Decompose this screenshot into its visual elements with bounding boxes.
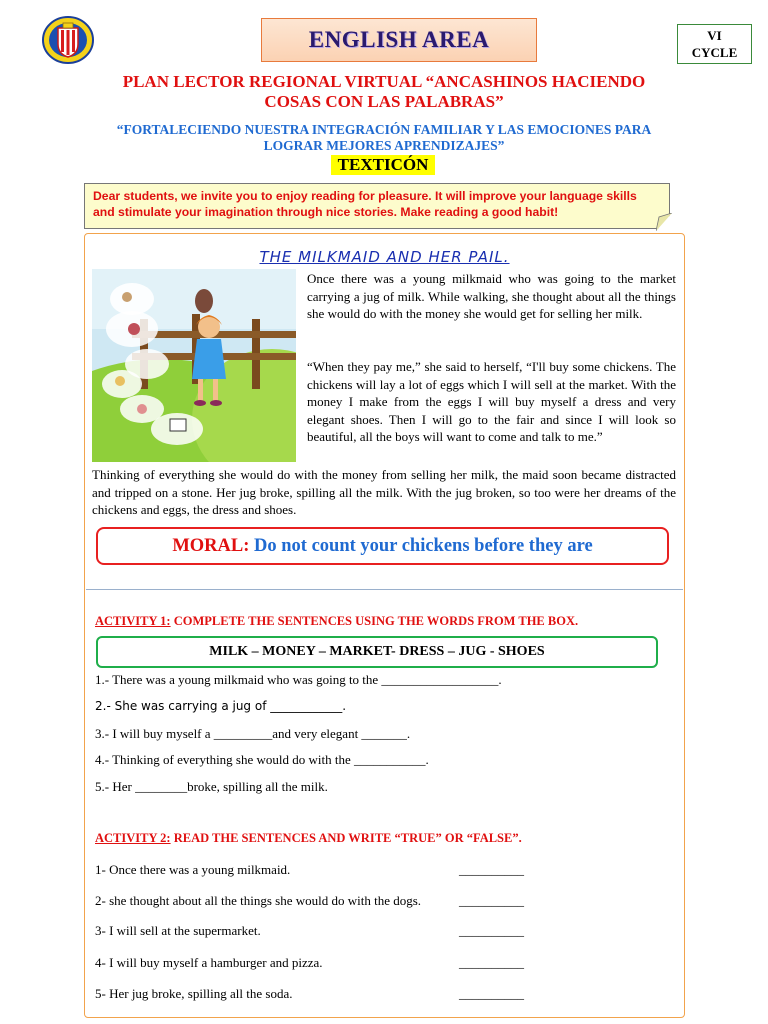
activity-2-sentence-2: 2- she thought about all the things she would do with the dogs. <box>95 893 422 908</box>
subtitle-line-1: “FORTALECIENDO NUESTRA INTEGRACIÓN FAMILIAR Y LAS EMOCIONES PARA <box>116 122 652 137</box>
cycle-label: CYCLE <box>691 45 738 60</box>
moral-label: MORAL: <box>172 536 250 556</box>
page-title: ENGLISH AREA <box>261 18 537 62</box>
answer-blank-4[interactable]: __________ <box>459 955 524 970</box>
subtitle-line-2: LOGRAR MEJORES APRENDIZAJES” <box>263 137 505 153</box>
plan-title <box>80 72 688 112</box>
page-fold-icon <box>656 213 672 231</box>
story-paragraph-3: Thinking of everything she would do with the money from selling her milk, the maid soon became distracted and tripped on a stone. Her jug broke, spilling all the milk. With the jug broken, so too were her dreams of the chickens and eggs, the dress and shoes. <box>92 467 676 517</box>
activity-2-label: ACTIVITY 2: <box>95 831 171 845</box>
cycle-number: VI <box>707 28 722 43</box>
activity-2-sentence-5: 5- Her jug broke, spilling all the soda. <box>95 986 293 1001</box>
activity-2-sentence-4: 4- I will buy myself a hamburger and pizza. <box>95 955 323 970</box>
answer-blank-2[interactable]: __________ <box>459 893 524 908</box>
answer-blank-3[interactable]: __________ <box>459 923 524 938</box>
plan-line-1: PLAN LECTOR REGIONAL VIRTUAL “ANCASHINOS HACIENDO <box>122 72 646 91</box>
plan-line-2: COSAS CON LAS PALABRAS” <box>264 92 504 111</box>
activity-1-title <box>95 614 578 629</box>
activity-1-sentence-2: 2.- She was carrying a jug of ____________. <box>95 699 347 713</box>
activity-2-sentence-3: 3- I will sell at the supermarket. <box>95 923 261 938</box>
answer-blank-1[interactable]: __________ <box>459 862 524 877</box>
activity-2-instruction: READ THE SENTENCES AND WRITE “TRUE” OR “FALSE”. <box>173 831 522 845</box>
section-divider <box>86 589 683 590</box>
answer-blank-5[interactable]: __________ <box>459 986 524 1001</box>
moral-box <box>96 527 669 565</box>
activity-1-label: ACTIVITY 1: <box>95 614 171 628</box>
invitation-note <box>84 183 670 229</box>
story-paragraph-1: Once there was a young milkmaid who was going to the market carrying a jug of milk. While walking, she thought about all the things she would do with the money she would get for selling her milk. <box>307 271 676 321</box>
school-crest-icon <box>42 16 94 64</box>
activity-2-sentence-1: 1- Once there was a young milkmaid. <box>95 862 291 877</box>
story-paragraph-2: “When they pay me,” she said to herself, “I'll buy some chickens. The chickens will lay a lot of eggs which I will sell at the market. With the money I make from the eggs I will buy myself a dress and very elegant shoes. Then I will go to the fair and since I will look so beautiful, all the boys will want to come and talk to me.” <box>307 359 676 444</box>
invitation-line-2: and stimulate your imagination through nice stories. Make reading a good habit! <box>93 205 559 219</box>
texticon-label: TEXTICÓN <box>331 155 435 175</box>
invitation-line-1: Dear students, we invite you to enjoy reading for pleasure. It will improve your language skills <box>93 189 637 203</box>
activity-1-sentence-4: 4.- Thinking of everything she would do with the ___________. <box>95 752 429 767</box>
activity-2-title <box>95 831 522 846</box>
subtitle <box>80 122 688 153</box>
activity-1-sentence-5: 5.- Her ________broke, spilling all the milk. <box>95 779 328 794</box>
cycle-badge <box>677 24 752 64</box>
activity-1-sentence-3: 3.- I will buy myself a _________and very elegant _______. <box>95 726 411 741</box>
milkmaid-illustration <box>92 269 296 462</box>
word-bank-box: MILK – MONEY – MARKET- DRESS – JUG - SHOES <box>96 636 658 668</box>
activity-1-sentence-1: 1.- There was a young milkmaid who was going to the __________________. <box>95 672 502 687</box>
activity-1-instruction: COMPLETE THE SENTENCES USING THE WORDS FROM THE BOX. <box>173 614 579 628</box>
moral-text: Do not count your chickens before they are <box>254 536 593 556</box>
story-title: THE MILKMAID AND HER PAIL. <box>259 248 510 266</box>
